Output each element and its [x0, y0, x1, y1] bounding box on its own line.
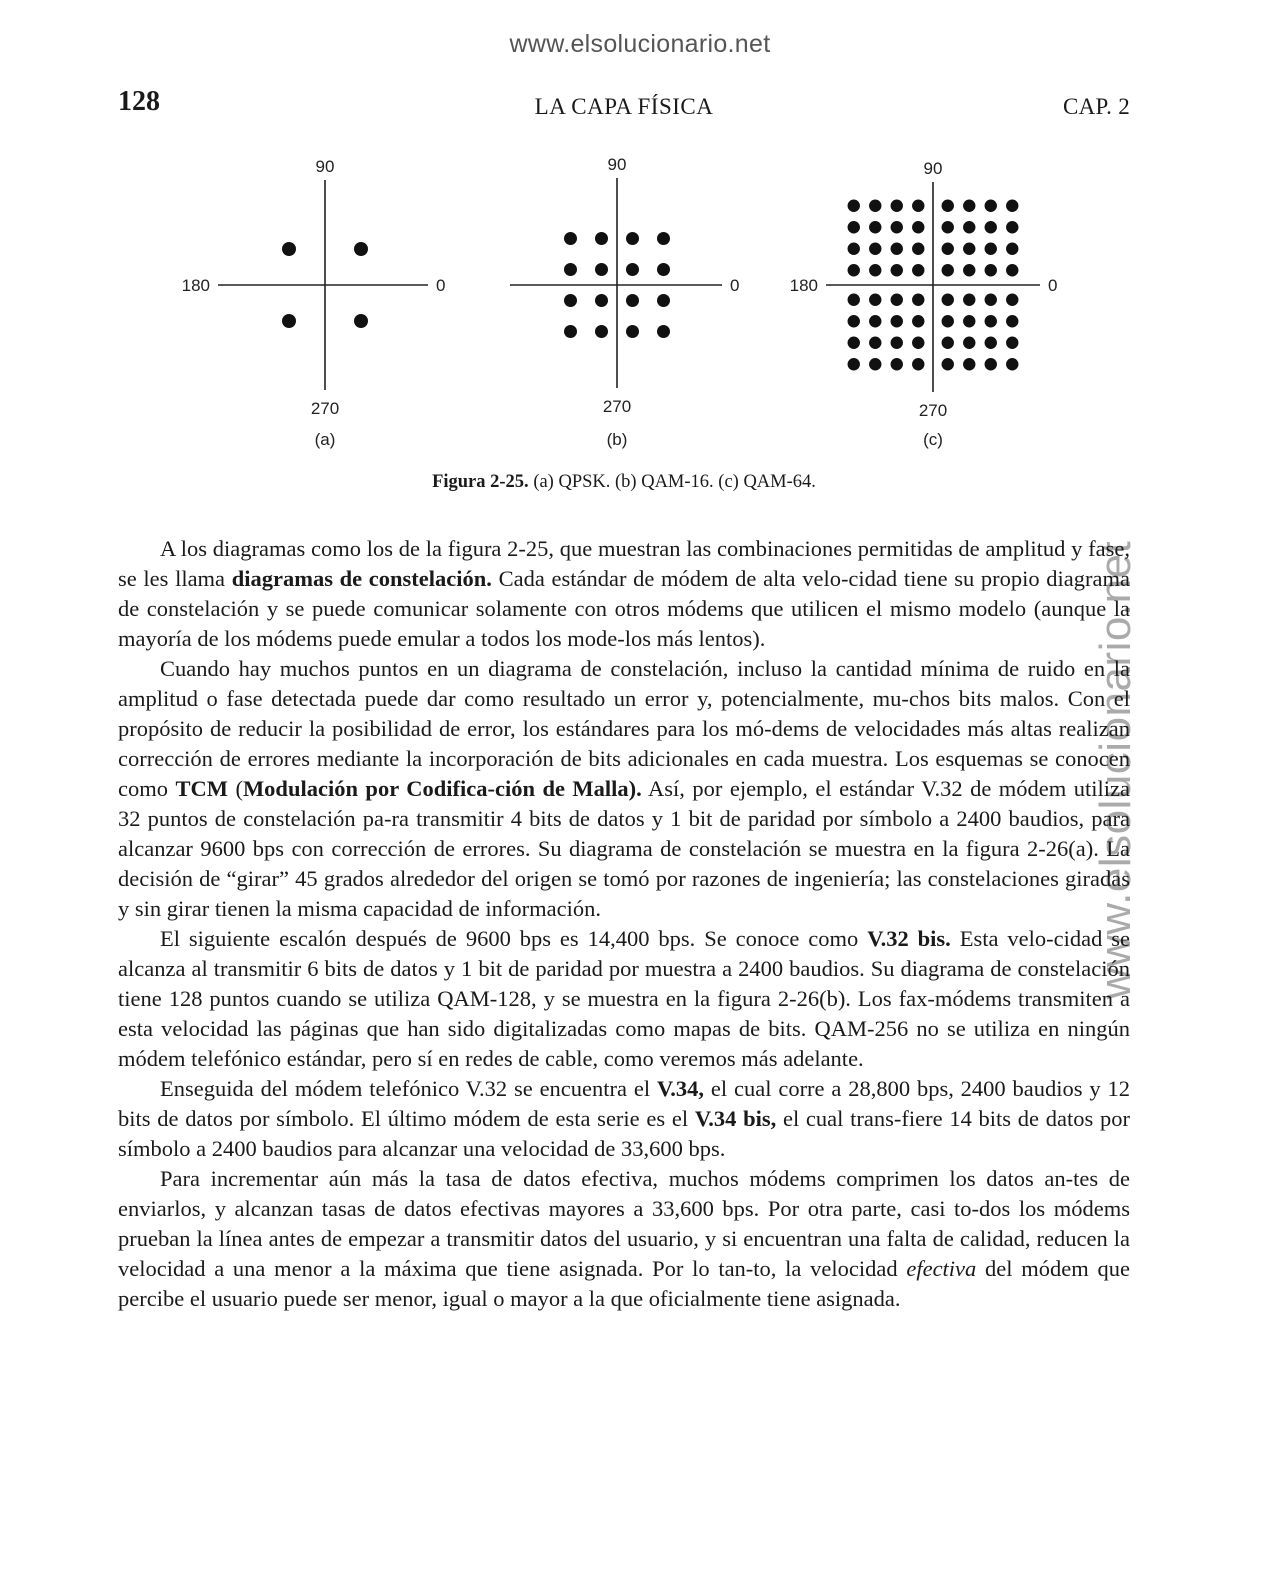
constellation-point: [1006, 243, 1018, 255]
running-title: LA CAPA FÍSICA: [534, 94, 714, 119]
constellation-point: [985, 315, 997, 327]
text-run: Enseguida del módem telefónico V.32 se encuentra el: [160, 1076, 657, 1101]
caption-text: (a) QPSK. (b) QAM-16. (c) QAM-64.: [528, 472, 816, 492]
constellation-point: [354, 242, 368, 256]
bold-term: Modulación por Codifica-ción de Malla).: [242, 776, 642, 801]
constellation-point: [1006, 221, 1018, 233]
page-number: 128: [118, 86, 160, 117]
text-run: Así, por ejemplo, el estándar V.32 de módem utiliza 32 puntos de constelación pa-ra transmitir 4 bits de datos y 1 bit de paridad por símbolo a 2400 baudios, para alcanzar 9600 bps con corrección de errores. Su diagrama de constelación se muestra en la figura 2-26(a). La decisión de “girar” 45 grados alrededor del origen se tomó por razones de ingeniería; las constelaciones giradas y sin girar tienen la misma capacidad de información.: [118, 776, 1130, 921]
paragraph: [118, 1074, 1130, 1164]
constellation-point: [891, 243, 903, 255]
text-run: Cuando hay muchos puntos en un diagrama de constelación, incluso la cantidad mínima de ruido en la amplitud o fase detectada puede dar como resultado un error y, potencialmente, mu-chos bits malos. Con el propósito de reducir la posibilidad de error, los estándares para los mó-dems de velocidades más altas realizan corrección de errores mediante la incorporación de bits adicionales en cada muestra. Los esquemas se conocen como: [118, 656, 1130, 801]
constellation-point: [963, 243, 975, 255]
constellation-point: [912, 221, 924, 233]
text-run: El siguiente escalón después de 9600 bps es 14,400 bps. Se conoce como: [160, 926, 868, 951]
constellation-point: [848, 358, 860, 370]
constellation-point: [848, 243, 860, 255]
constellation-point: [848, 221, 860, 233]
constellation-point: [963, 337, 975, 349]
axis-label-bottom: 270: [602, 397, 632, 416]
constellation-panel-b: [510, 155, 739, 449]
constellation-point: [912, 337, 924, 349]
constellation-point: [657, 232, 670, 245]
chapter-label: CAP. 2: [1063, 94, 1130, 119]
constellation-point: [891, 264, 903, 276]
constellation-point: [963, 200, 975, 212]
constellation-point: [963, 294, 975, 306]
watermark-top: www.elsolucionario.net: [509, 30, 771, 58]
constellation-point: [985, 221, 997, 233]
constellation-point: [912, 294, 924, 306]
constellation-point: [985, 200, 997, 212]
caption-label: Figura 2-25.: [432, 472, 529, 492]
axis-label-top: 90: [607, 155, 627, 174]
text-run: del módem que percibe el usuario puede ser menor, igual o mayor a la que oficialmente tiene asignada.: [118, 1256, 1130, 1311]
constellation-point: [869, 264, 881, 276]
constellation-point: [595, 232, 608, 245]
constellation-point: [657, 325, 670, 338]
bold-term: diagramas de constelación.: [231, 566, 492, 591]
constellation-point: [626, 263, 639, 276]
constellation-point: [942, 200, 954, 212]
constellation-point: [912, 264, 924, 276]
constellation-point: [848, 200, 860, 212]
constellation-point: [595, 294, 608, 307]
bold-term: V.34,: [656, 1076, 705, 1101]
constellation-panel-a: [182, 157, 446, 449]
constellation-point: [564, 232, 577, 245]
constellation-point: [985, 264, 997, 276]
bold-term: TCM: [175, 776, 228, 801]
text-run: (: [227, 776, 243, 801]
constellation-point: [963, 221, 975, 233]
figure-caption: [0, 472, 1248, 493]
text-run: Esta velo-cidad se alcanza al transmitir 6 bits de datos y 1 bit de paridad por muestra a 2400 baudios. Su diagrama de constelación tiene 128 puntos cuando se utiliza QAM-128, y se muestra en la figura 2-26(b). Los fax-módems transmiten a esta velocidad las páginas que han sido digitalizadas como mapas de bits. QAM-256 no se utiliza en ningún módem telefónico estándar, pero sí en redes de cable, como veremos más adelante.: [118, 926, 1131, 1071]
constellation-point: [891, 200, 903, 212]
constellation-diagrams: [0, 0, 1280, 470]
constellation-panel-c: [790, 159, 1058, 449]
constellation-point: [985, 243, 997, 255]
constellation-point: [891, 294, 903, 306]
axis-label-bottom: 270: [918, 401, 948, 420]
bold-term: V.32 bis.: [867, 926, 951, 951]
axis-label-left: 180: [181, 276, 210, 295]
constellation-point: [869, 358, 881, 370]
constellation-point: [985, 358, 997, 370]
italic-term: efectiva: [906, 1256, 977, 1281]
paragraph: [118, 654, 1130, 924]
axis-label-right: 0: [436, 276, 446, 295]
constellation-point: [1006, 264, 1018, 276]
constellation-point: [282, 242, 296, 256]
constellation-point: [564, 294, 577, 307]
axis-label-right: 0: [1048, 276, 1058, 295]
constellation-point: [963, 315, 975, 327]
constellation-point: [912, 200, 924, 212]
constellation-point: [657, 263, 670, 276]
constellation-point: [985, 337, 997, 349]
constellation-point: [942, 243, 954, 255]
constellation-point: [595, 325, 608, 338]
constellation-point: [657, 294, 670, 307]
paragraph: [118, 1164, 1130, 1314]
constellation-point: [942, 358, 954, 370]
watermark-side: www.elsolucionario.net: [1091, 540, 1140, 1000]
paragraph: [118, 924, 1130, 1074]
axis-label-right: 0: [730, 276, 740, 295]
constellation-point: [848, 337, 860, 349]
text-run: Para incrementar aún más la tasa de datos efectiva, muchos módems comprimen los datos an-tes de enviarlos, y alcanzan tasas de datos efectivas mayores a 33,600 bps. Por otra parte, casi to-dos los módems prueban la línea antes de empezar a transmitir datos del usuario, y si encuentran una falta de calidad, reducen la velocidad a una menor a la máxima que tiene asignada. Por lo tan-to, la velocidad: [118, 1166, 1130, 1281]
constellation-point: [282, 314, 296, 328]
constellation-point: [942, 221, 954, 233]
axis-label-left: 180: [789, 276, 818, 295]
constellation-point: [869, 221, 881, 233]
constellation-point: [942, 337, 954, 349]
constellation-point: [891, 358, 903, 370]
constellation-point: [869, 200, 881, 212]
constellation-point: [1006, 315, 1018, 327]
axis-label-top: 90: [315, 157, 335, 176]
constellation-point: [1006, 200, 1018, 212]
panel-label: (c): [923, 430, 943, 449]
constellation-point: [942, 264, 954, 276]
paragraph: [118, 534, 1130, 654]
constellation-point: [626, 232, 639, 245]
constellation-point: [963, 264, 975, 276]
constellation-point: [564, 325, 577, 338]
constellation-point: [354, 314, 368, 328]
constellation-point: [595, 263, 608, 276]
constellation-point: [1006, 294, 1018, 306]
constellation-point: [912, 315, 924, 327]
constellation-point: [985, 294, 997, 306]
body-text: [118, 534, 1130, 1314]
constellation-point: [848, 264, 860, 276]
constellation-point: [626, 294, 639, 307]
constellation-point: [912, 358, 924, 370]
constellation-point: [564, 263, 577, 276]
constellation-point: [869, 243, 881, 255]
constellation-point: [912, 243, 924, 255]
constellation-point: [891, 315, 903, 327]
constellation-point: [963, 358, 975, 370]
constellation-point: [1006, 358, 1018, 370]
constellation-point: [869, 337, 881, 349]
constellation-point: [869, 315, 881, 327]
text-run: el cual corre a 28,800 bps, 2400 baudios y 12 bits de datos por símbolo. El último módem de esta serie es el: [118, 1076, 1130, 1131]
constellation-point: [942, 315, 954, 327]
axis-label-bottom: 270: [310, 399, 340, 418]
bold-term: V.34 bis,: [694, 1106, 777, 1131]
constellation-point: [848, 294, 860, 306]
axis-label-top: 90: [923, 159, 943, 178]
constellation-point: [891, 221, 903, 233]
panel-label: (a): [314, 430, 336, 449]
constellation-point: [942, 294, 954, 306]
panel-label: (b): [606, 430, 628, 449]
constellation-point: [891, 337, 903, 349]
constellation-figure: [0, 0, 1280, 500]
text-run: A los diagramas como los de la figura 2-25, que muestran las combinaciones permitidas de amplitud y fase, se les llama: [118, 536, 1130, 591]
text-run: el cual trans-fiere 14 bits de datos por símbolo a 2400 baudios para alcanzar una velocidad de 33,600 bps.: [118, 1106, 1130, 1161]
text-run: Cada estándar de módem de alta velo-cidad tiene su propio diagrama de constelación y se puede comunicar solamente con otros módems que utilicen el mismo modelo (aunque la mayoría de los módems puede emular a todos los mode-los más lentos).: [118, 566, 1131, 651]
constellation-point: [848, 315, 860, 327]
constellation-point: [869, 294, 881, 306]
constellation-point: [626, 325, 639, 338]
constellation-point: [1006, 337, 1018, 349]
